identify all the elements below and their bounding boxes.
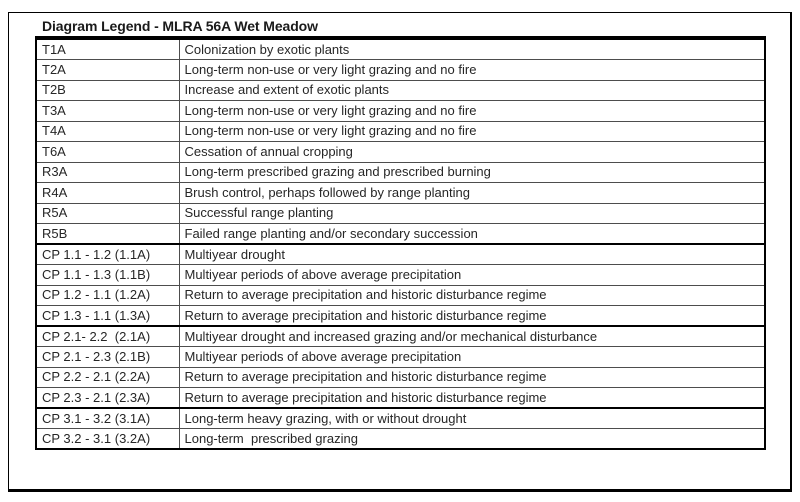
pathway-description-cell: Long-term non-use or very light grazing and no fire xyxy=(179,121,765,142)
pathway-code-cell: CP 2.3 - 2.1 (2.3A) xyxy=(36,388,179,409)
pathway-code-cell: R4A xyxy=(36,183,179,204)
page-frame xyxy=(8,12,792,492)
pathway-description-cell: Long-term prescribed grazing and prescribed burning xyxy=(179,162,765,183)
pathway-description-cell: Multiyear periods of above average precipitation xyxy=(179,347,765,368)
table-row xyxy=(36,121,765,142)
table-row xyxy=(36,347,765,368)
table-row xyxy=(36,429,765,450)
table-row xyxy=(36,80,765,101)
pathway-code-cell: R5B xyxy=(36,224,179,245)
table-row xyxy=(36,265,765,286)
pathway-description-cell: Multiyear drought and increased grazing and/or mechanical disturbance xyxy=(179,326,765,347)
pathway-code-cell: R5A xyxy=(36,203,179,224)
pathway-description-cell: Long-term heavy grazing, with or without drought xyxy=(179,408,765,429)
pathway-code-cell: T3A xyxy=(36,101,179,122)
pathway-description-cell: Multiyear periods of above average precipitation xyxy=(179,265,765,286)
pathway-code-cell: CP 3.1 - 3.2 (3.1A) xyxy=(36,408,179,429)
legend-container xyxy=(35,15,766,450)
pathway-code-cell: T6A xyxy=(36,142,179,163)
pathway-code-cell: T2A xyxy=(36,60,179,81)
pathway-description-cell: Cessation of annual cropping xyxy=(179,142,765,163)
table-row xyxy=(36,60,765,81)
pathway-code-cell: T2B xyxy=(36,80,179,101)
pathway-code-cell: CP 1.1 - 1.3 (1.1B) xyxy=(36,265,179,286)
pathway-description-cell: Long-term prescribed grazing xyxy=(179,429,765,450)
legend-table-body xyxy=(36,39,765,449)
table-row xyxy=(36,388,765,409)
table-row xyxy=(36,183,765,204)
pathway-description-cell: Return to average precipitation and historic disturbance regime xyxy=(179,388,765,409)
pathway-code-cell: CP 3.2 - 3.1 (3.2A) xyxy=(36,429,179,450)
table-row xyxy=(36,162,765,183)
pathway-description-cell: Colonization by exotic plants xyxy=(179,39,765,60)
legend-title: Diagram Legend - MLRA 56A Wet Meadow xyxy=(35,15,766,38)
table-row xyxy=(36,408,765,429)
pathway-code-cell: CP 1.2 - 1.1 (1.2A) xyxy=(36,285,179,306)
pathway-description-cell: Return to average precipitation and historic disturbance regime xyxy=(179,285,765,306)
pathway-description-cell: Long-term non-use or very light grazing and no fire xyxy=(179,60,765,81)
pathway-code-cell: T1A xyxy=(36,39,179,60)
table-row xyxy=(36,244,765,265)
table-row xyxy=(36,224,765,245)
pathway-description-cell: Return to average precipitation and historic disturbance regime xyxy=(179,367,765,388)
pathway-code-cell: T4A xyxy=(36,121,179,142)
table-row xyxy=(36,285,765,306)
legend-table xyxy=(35,38,766,450)
table-row xyxy=(36,101,765,122)
table-row xyxy=(36,326,765,347)
pathway-code-cell: CP 2.1- 2.2 (2.1A) xyxy=(36,326,179,347)
pathway-description-cell: Increase and extent of exotic plants xyxy=(179,80,765,101)
pathway-code-cell: CP 2.2 - 2.1 (2.2A) xyxy=(36,367,179,388)
pathway-code-cell: CP 2.1 - 2.3 (2.1B) xyxy=(36,347,179,368)
pathway-description-cell: Brush control, perhaps followed by range planting xyxy=(179,183,765,204)
pathway-description-cell: Failed range planting and/or secondary succession xyxy=(179,224,765,245)
pathway-code-cell: CP 1.1 - 1.2 (1.1A) xyxy=(36,244,179,265)
table-row xyxy=(36,367,765,388)
table-row xyxy=(36,306,765,327)
pathway-code-cell: R3A xyxy=(36,162,179,183)
pathway-description-cell: Return to average precipitation and historic disturbance regime xyxy=(179,306,765,327)
pathway-description-cell: Successful range planting xyxy=(179,203,765,224)
pathway-code-cell: CP 1.3 - 1.1 (1.3A) xyxy=(36,306,179,327)
pathway-description-cell: Long-term non-use or very light grazing and no fire xyxy=(179,101,765,122)
table-row xyxy=(36,39,765,60)
pathway-description-cell: Multiyear drought xyxy=(179,244,765,265)
table-row xyxy=(36,142,765,163)
table-row xyxy=(36,203,765,224)
